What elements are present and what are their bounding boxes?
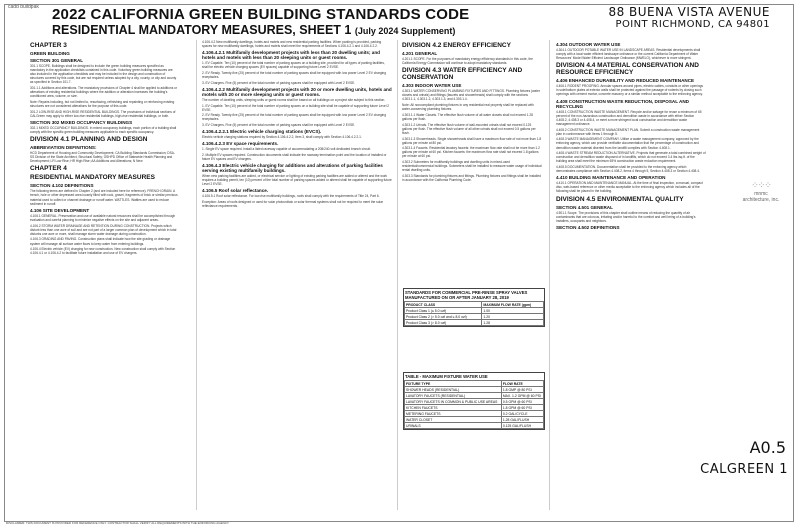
table-cell: 1.28 GAL/FLUSH	[501, 417, 543, 423]
table-cell: LAVATORY FAUCETS (RESIDENTIAL)	[405, 393, 502, 399]
table-cell: KITCHEN FAUCETS	[405, 405, 502, 411]
paragraph: 3. EV Chargers. Five (5) percent of the total number of parking spaces shall be equipped with Level 2 EVSE.	[202, 80, 356, 85]
heading: SECTION 302 MIXED OCCUPANCY BUILDINGS	[30, 119, 133, 125]
heading: GREEN BUILDING	[30, 51, 70, 56]
paragraph: 4.106.5.1 Roof solar reflectance. For low-rise multifamily buildings, roofs shall comply with the requirements of Title 24, Part 6.	[202, 194, 380, 199]
table-cell: 0.2 GAL/CYCLE	[501, 411, 543, 417]
column-divider	[196, 40, 197, 510]
address-line-2: POINT RICHMOND, CA 94801	[615, 19, 770, 30]
paragraph: 4.106.4 Electric vehicle (EV) charging for new construction. New construction shall comply with Section 4.106.4.1 or 4.106.4.2 to facilitate future installation and use of EV chargers.	[30, 247, 176, 256]
paragraph: 4.501.1 Scope. The provisions of this chapter shall outline means of reducing the quantity of air contaminants that are odorous, irritating and/or harmful to the comfort and well being of a building's installers, occupants and neighbors.	[556, 210, 696, 223]
heading: 4.106.4.2.2 Multifamily development projects with 20 or more dwelling units, hotels and motels with 20 or more sleeping units or guest rooms.	[202, 86, 392, 97]
text-column-2	[202, 40, 392, 510]
text-column-3	[402, 40, 542, 510]
paragraph: 4.201.1 SCOPE. For the purposes of mandatory energy efficiency standards in this code, the California Energy Commission will continue to adopt mandatory standards.	[402, 57, 533, 66]
table-cell: 0.125 GAL/FLUSH	[501, 423, 543, 429]
heading: 4.304 OUTDOOR WATER USE	[556, 42, 621, 47]
heading: 4.106 SITE DEVELOPMENT	[30, 207, 90, 213]
paragraph: 4.408.4 WASTE STREAM REDUCTION ALTERNATIVE. Projects that generate a total combined weight of construction and demolition waste disposed of in landfills, which do not exceed 3.4 lbs./sq.ft. of the building area shall meet the minimum 65% construction waste reduction requirement.	[556, 151, 706, 164]
firm-logo	[736, 180, 786, 203]
table-cell: 1.8 GMP @ 80 PSI	[501, 387, 543, 393]
paragraph: 2. Multiple EV spaces required. Construction documents shall indicate the raceway termination point and the location of installed or future EV spaces and EV chargers.	[202, 152, 387, 162]
table-row	[405, 423, 544, 429]
paragraph: 4.410.1 OPERATION AND MAINTENANCE MANUAL. At the time of final inspection, a manual, compact disc, web-based reference or other media acceptable to the enforcing agency which includes all of the following shall be placed in the building.	[556, 181, 703, 194]
heading: 4.303 INDOOR WATER USE	[402, 83, 462, 89]
firm-name: mnmc	[754, 191, 768, 197]
page-title: 2022 CALIFORNIA GREEN BUILDING STANDARDS CODE	[52, 6, 470, 23]
title-block	[52, 6, 652, 39]
heading: 4.106.4.2.3 EV space requirements.	[202, 141, 279, 147]
paragraph: 4.303.1.3 Showerheads. Single showerheads shall have a maximum flow rate of not more than 1.8 gallons per minute at 80 psi.	[402, 136, 542, 145]
column-header: MAXIMUM FLOW RATE (gpm)	[482, 302, 544, 308]
table-cell: 0.5 GPM @ 60 PSI	[501, 399, 543, 405]
paragraph: 301.2 LOW-RISE AND HIGH-RISE RESIDENTIAL BUILDINGS. The provisions of individual sections of CALGreen may apply to either low-rise residential buildings, high-rise residential buildings, or both.	[30, 109, 176, 118]
table-cell: Product Class 2 (> 5.0 ozf and ≤ 8.0 ozf)	[405, 314, 482, 320]
table-cell: SHOWER HEADS (RESIDENTIAL)	[405, 387, 502, 393]
table-cell: Product Class 1 (≤ 5.0 ozf)	[405, 308, 482, 314]
paragraph: 4.303.2 Submeters for multifamily buildings and dwelling units in mixed-used residential/commercial buildings. Submeters shall be installed to measure water usage of individual rental dwelling units.	[402, 160, 542, 173]
firm-logo-icon: ⁘⁘⁘	[751, 180, 771, 190]
page-subtitle: RESIDENTIAL MANDATORY MEASURES, SHEET 1 (July 2024 Supplement)	[52, 23, 456, 37]
column-divider	[397, 40, 398, 510]
paragraph: 4.406.1 RODENT PROOFING. Annular spaces around pipes, electric cables, conduits or other openings in sole/bottom plates at exterior walls shall be protected against the passage of rodents by closing such openings with cement mortar, concrete masonry or a similar method acceptable to the enforcing agency.	[556, 84, 703, 97]
paragraph: 4.106.4.2 New multifamily dwellings, hotels and motels and new residential parking facilities. When parking is provided, parking spaces for new multifamily dwellings, hotels and motels shall meet the requirements of Sections 4.106.4.2.1 and 4.106.4.2.2.	[202, 40, 382, 49]
paragraph: 302.1 MIXED OCCUPANCY BUILDINGS. In mixed occupancy buildings, each portion of a building shall comply with the specific green building measures applicable to each specific occupancy.	[30, 125, 177, 134]
heading: SECTION 301 GENERAL	[30, 58, 84, 63]
column-header: PRODUCT CLASS	[405, 302, 482, 308]
paragraph: 2. EV Ready. Twenty-five (25) percent of the total number of parking spaces shall be equipped with low power Level 2 EV charging receptacles.	[202, 113, 386, 122]
table-row	[405, 320, 544, 326]
paragraph: The following terms are defined in Chapter 2 (and are included here for reference). FRENCH DRAIN. A trench, hole or other depressed area loosely filled with rock, gravel, fragments of brick or similar pervious material used to collect or channel drainage or runoff water. WATTLES. Wattles are used to reduce sediment in runoff.	[30, 189, 178, 206]
paragraph: The number of dwelling units, sleeping units or guest rooms shall be based on all buildings on a project site subject to this section.	[202, 97, 386, 102]
paragraph: 4.303.3 Standards for plumbing fixtures and fittings. Plumbing fixtures and fittings shall be installed in accordance with the California Plumbing Code.	[402, 174, 541, 183]
heading: DIVISION 4.5 ENVIRONMENTAL QUALITY	[556, 195, 684, 203]
paragraph: Note: Repairs including, but not limited to, resurfacing, refinishing and repainting or reinforcing existing structures are not considered alterations for the purpose of this code.	[30, 99, 175, 109]
table-cell: MAX. 1.2 GPM @ 60 PSI	[501, 393, 543, 399]
sheet-number: A0.5	[749, 438, 786, 457]
firm-tagline: architecture, inc.	[742, 197, 780, 203]
paragraph: 1. Single EV space required. Install a listed raceway capable of accommodating a 208/240-volt dedicated branch circuit.	[202, 147, 371, 152]
paragraph: 4.106.2 STORM WATER DRAINAGE AND RETENTION DURING CONSTRUCTION. Projects which disturb less than one acre of soil and are not part of a larger common plan of development which in total disturbs one acre or more, shall manage storm water drainage during construction.	[30, 223, 177, 236]
paragraph: 4.408.5 DOCUMENTATION. Documentation shall be provided to the enforcing agency which demonstrates compliance with Section 4.408.2, items 4 through 5, Section 4.408.3 or Section 4.408.4.	[556, 165, 700, 174]
heading: DIVISION 4.1 PLANNING AND DESIGN	[30, 136, 148, 144]
fixture-water-use-table	[403, 372, 545, 430]
paragraph: 4.408.1 CONSTRUCTION WASTE MANAGEMENT. Recycle and/or salvage for reuse a minimum of 65 percent of the non-hazardous construction and demolition waste in accordance with either Section 4.408.2, 4.408.3 or 4.408.4, or meet a more stringent local construction and demolition waste management ordinance.	[556, 109, 702, 126]
disclaimer: DISCLAIMER: THIS DOCUMENT IS PROVIDED FOR REFERENCE ONLY. CONTRACTOR SHALL VERIFY ALL REQUIREMENTS WITH THE ENFORCING AGENCY.	[6, 521, 230, 525]
heading: 4.106.4.2.1 Multifamily development projects with less than 20 dwelling units; and hotels and motels with less than 20 sleeping units or guest rooms.	[202, 50, 380, 61]
paragraph: 301.1 SCOPE. Buildings shall be designed to include the green building measures specified as mandatory in the application checklists contained in this code. Voluntary green building measures are also included in the application checklists and may be included in the design and construction of structures covered by this code, but are not required unless adopted by a city, county, or city and county as specified in Section 101.7.	[30, 64, 177, 85]
heading: RESIDENTIAL MANDATORY MEASURES	[30, 174, 155, 182]
paragraph: 4.303.1 WATER CONSERVING PLUMBING FIXTURES AND FITTINGS. Plumbing fixtures (water closets and urinals) and fittings (faucets and showerheads) shall comply with the sections 4.303.1.1, 4.303.1.2, 4.303.1.3, and 4.303.1.4.	[402, 89, 540, 102]
paragraph: 1. EV Capable. Ten (10) percent of the total number of parking spaces on a building site, provided for all types of parking facilities, shall be electric vehicle charging spaces (EV spaces) capable of supporting future Level 2 EVSE.	[202, 61, 385, 70]
heading: DIVISION 4.4 MATERIAL CONSERVATION AND RESOURCE EFFICIENCY	[556, 62, 699, 77]
sheet-name: CALGREEN 1	[700, 462, 788, 477]
paragraph: 4.303.1.1 Water Closets. The effective flush volume of all water closets shall not exceed 1.28 gallons per flush.	[402, 112, 533, 121]
subtitle-note: (July 2024 Supplement)	[354, 26, 456, 36]
heading: SECTION 4.102 DEFINITIONS	[30, 183, 94, 189]
paragraph: 1. EV Capable. Ten (10) percent of the total number of parking spaces on a building site shall be capable of supporting future Level 2 EVSE.	[202, 103, 390, 112]
paragraph: 4.106.1 GENERAL. Preservation and use of available natural resources shall be accomplished through evaluation and careful planning to minimize negative effects on the site and adjacent areas.	[30, 213, 176, 222]
table-cell: 1.20	[482, 314, 544, 320]
table-cell: Product Class 3 (> 8.0 ozf)	[405, 320, 482, 326]
paragraph: Electric vehicle charging stations required by Section 4.106.4.2.2, Item 3, shall comply with Section 4.106.4.2.2.1.	[202, 135, 362, 140]
heading: 4.106.4.3 Electric vehicle charging for additions and alterations of parking facilities serving existing multifamily buildings.	[202, 163, 383, 174]
heading: CHAPTER 3	[30, 42, 67, 49]
column-header: FLOW RATE	[501, 381, 543, 387]
paragraph: 4.304.1 OUTDOOR POTABLE WATER USE IN LANDSCAPE AREAS. Residential developments shall comply with a local water efficient landscape ordinance or the current California Department of Water Resources' Model Water Efficient Landscape Ordinance (MWELO), whichever is more stringent.	[556, 48, 701, 61]
software-logo: cadd buildpak	[8, 4, 39, 10]
paragraph: 4.303.1.4 Faucets. Residential lavatory faucets: the maximum flow rate shall not be more than 1.2 gallons per minute at 60 psi. Kitchen faucets: the maximum flow rate shall not exceed 1.8 gallons per minute at 60 psi.	[402, 146, 540, 159]
heading: ABBREVIATION DEFINITIONS:	[30, 145, 97, 151]
paragraph: 3. EV Chargers. Five (5) percent of the total number of parking spaces shall be equipped with Level 2 EVSE.	[202, 123, 356, 128]
heading: SECTION 4.502 DEFINITIONS	[556, 224, 620, 230]
spray-valve-table	[403, 288, 545, 327]
table-cell: METERING FAUCETS	[405, 411, 502, 417]
table-cell: 1.00	[482, 308, 544, 314]
table-cell: URINALS	[405, 423, 502, 429]
column-header: FIXTURE TYPE	[405, 381, 502, 387]
table-title: TABLE - MAXIMUM FIXTURE WATER USE	[405, 374, 488, 379]
table-cell: LAVATORY FAUCETS IN COMMON & PUBLIC USE AREAS	[405, 399, 502, 405]
heading: 4.406 ENHANCED DURABILITY AND REDUCED MAINTENANCE	[556, 78, 695, 84]
table-cell: WATER CLOSET	[405, 417, 502, 423]
paragraph: Exception: Areas of roofs designed or used for solar photovoltaic or solar thermal systems shall not be required to meet the solar reflectance requirements.	[202, 200, 384, 209]
paragraph: HCD Department of Housing and Community Development; CA Building Standards Commission; DSA-SS Division of the State Architect, Structural Safety; OSHPD Office of Statewide Health Planning and Development; LR Low Rise; HR High Rise; AA Additions and Alterations; N New	[30, 151, 175, 164]
paragraph: 4.303.1.2 Urinals. The effective flush volume of wall-mounted urinals shall not exceed 0.125 gallons per flush. The effective flush volume of all other urinals shall not exceed 0.5 gallons per flush.	[402, 122, 536, 135]
heading: 4.410 BUILDING MAINTENANCE AND OPERATION	[556, 175, 666, 181]
paragraph: 2. EV Ready. Twenty-five (25) percent of the total number of parking spaces shall be equipped with low power Level 2 EV charging receptacles.	[202, 70, 386, 80]
data-table	[404, 301, 544, 326]
heading: 4.106.4.2.2.1 Electric vehicle charging stations (EVCS).	[202, 129, 322, 135]
text-column-4	[556, 40, 706, 510]
paragraph: 4.408.3 WASTE MANAGEMENT COMPANY. Utilize a waste management company, approved by the enforcing agency, which can provide verifiable documentation that the percentage of construction and demolition waste material diverted from the landfill complies with Section 4.408.1.	[556, 137, 699, 150]
project-address	[608, 5, 770, 30]
heading: DIVISION 4.3 WATER EFFICIENCY AND CONSERVATION	[402, 67, 523, 82]
data-table	[404, 380, 544, 429]
heading: DIVISION 4.2 ENERGY EFFICIENCY	[402, 42, 511, 49]
paragraph: Note: All noncompliant plumbing fixtures in any residential real property shall be replaced with water-conserving plumbing fixtures.	[402, 103, 534, 112]
heading: 4.408 CONSTRUCTION WASTE REDUCTION, DISPOSAL AND RECYCLING	[556, 98, 689, 109]
table-cell: 1.8 GPM @ 60 PSI	[501, 405, 543, 411]
heading: SECTION 4.501 GENERAL	[556, 204, 613, 210]
table-cell: 1.28	[482, 320, 544, 326]
paragraph: 301.1.1 Additions and alterations. The mandatory provisions of Chapter 4 shall be applied to additions or alterations of existing residential buildings where the addition or alteration increases the building's conditioned area, volume, or size.	[30, 86, 178, 99]
paragraph: 4.106.3 GRADING AND PAVING. Construction plans shall indicate how the site grading or drainage system will manage all surface water flows to keep water from entering buildings.	[30, 237, 171, 246]
heading: 4.201 GENERAL	[402, 51, 438, 56]
paragraph: 4.408.2 CONSTRUCTION WASTE MANAGEMENT PLAN. Submit a construction waste management plan in conformance with Items 1 through 5.	[556, 127, 700, 136]
column-divider	[549, 40, 550, 510]
heading: CHAPTER 4	[30, 165, 67, 173]
address-line-1: 88 BUENA VISTA AVENUE	[608, 5, 770, 19]
table-title: STANDARDS FOR COMMERCIAL PRE-RINSE SPRAY VALVES MANUFACTURED ON OR AFTER JANUARY 28, 2019	[405, 290, 528, 300]
heading: 4.106.5 Roof solar reflectance.	[202, 188, 269, 194]
text-column-1	[30, 40, 178, 510]
paragraph: When new parking facilities are added, or electrical service or lighting of existing parking facilities are added or altered and the work requires a building permit, ten (10) percent of the total number of parking spaces added or altered shall be capable of supporting future Level 2 EVSE.	[202, 174, 392, 187]
